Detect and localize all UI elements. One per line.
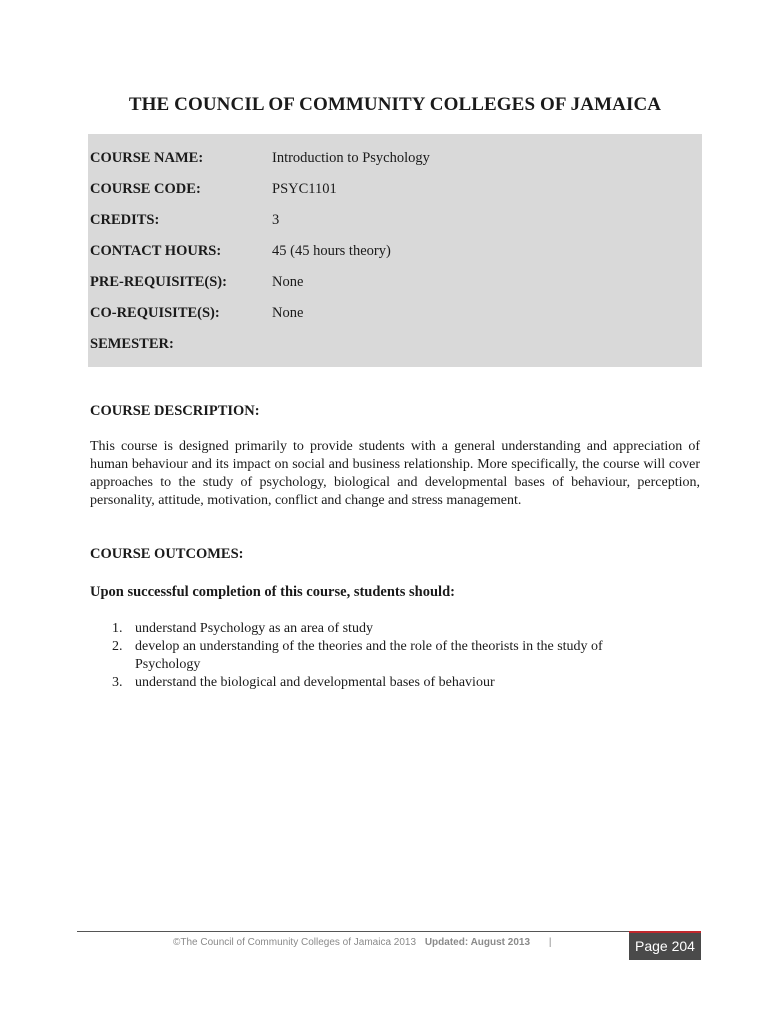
corequisites-label: CO-REQUISITE(S): [90, 305, 220, 321]
course-description-heading: COURSE DESCRIPTION: [90, 403, 260, 419]
footer-copyright: ©The Council of Community Colleges of Jamaica 2013 [173, 937, 417, 948]
prerequisites-label: PRE-REQUISITE(S): [90, 274, 227, 290]
outcomes-list [90, 620, 650, 692]
course-description-text: This course is designed primarily to provide students with a general understanding and appreciation of human behaviour and its impact on social and business relationship. More specifically, the course will cover approaches to the study of psychology, biological and developmental bases of behaviour, perception, personality, attitude, motivation, conflict and change and stress management. [90, 439, 700, 508]
footer-text [173, 937, 551, 948]
outcomes-intro: Upon successful completion of this course, students should: [90, 584, 455, 600]
page-number-badge: Page 204 [629, 931, 701, 960]
course-code-label: COURSE CODE: [90, 181, 201, 197]
contact-hours-value: 45 (45 hours theory) [272, 243, 391, 259]
footer-separator: | [548, 937, 552, 948]
contact-hours-label: CONTACT HOURS: [90, 243, 222, 259]
course-name-value: Introduction to Psychology [272, 150, 430, 166]
list-item-text: develop an understanding of the theories and the role of the theorists in the study of Psychology [135, 639, 603, 672]
credits-value: 3 [272, 212, 280, 228]
course-outcomes-heading: COURSE OUTCOMES: [90, 546, 244, 562]
footer-updated: Updated: August 2013 [424, 937, 531, 948]
footer-divider [77, 931, 630, 932]
credits-label: CREDITS: [90, 212, 160, 228]
list-item-number: 2. [112, 639, 123, 654]
semester-label: SEMESTER: [90, 336, 174, 352]
corequisites-value: None [272, 305, 304, 321]
list-item-text: understand the biological and developmental bases of behaviour [135, 675, 495, 690]
list-item-text: understand Psychology as an area of study [135, 621, 373, 636]
course-code-value: PSYC1101 [272, 181, 337, 197]
prerequisites-value: None [272, 274, 304, 290]
page-title: THE COUNCIL OF COMMUNITY COLLEGES OF JAMAICA [128, 94, 662, 115]
list-item-number: 3. [112, 675, 123, 690]
list-item [90, 620, 650, 638]
course-name-label: COURSE NAME: [90, 150, 204, 166]
list-item-number: 1. [112, 621, 123, 636]
course-info-box [88, 134, 702, 367]
list-item [90, 674, 650, 692]
list-item [90, 638, 650, 674]
